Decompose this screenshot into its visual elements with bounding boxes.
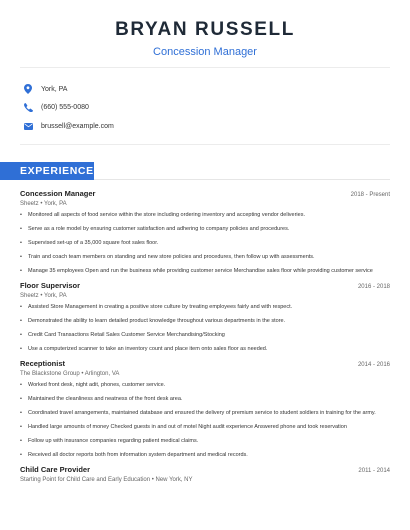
job-bullet-text: Monitored all aspects of food service within the store including ordering inventory and accepting vendor deliveries.: [28, 212, 305, 218]
job-bullet-text: Handled large amounts of money Checked guests in and out of motel Night audit experience Answered phone and took reservation: [28, 424, 347, 430]
job-dates: 2014 - 2016: [357, 362, 390, 368]
bullet-dot-icon: •: [20, 240, 22, 246]
bullet-dot-icon: •: [20, 332, 22, 338]
job-bullet: [20, 253, 390, 261]
job-bullet-text: Coordinated travel arrangements, maintained database and ensured the delivery of premium service to student soldiers in training for the army.: [28, 410, 376, 416]
contact-divider: [20, 144, 390, 145]
job-bullet-text: Maintained the cleanliness and neatness of the front desk area.: [28, 396, 183, 402]
job-bullet-text: Train and coach team members on standing and new store policies and procedures, then follow up with assessments.: [28, 254, 315, 260]
resume-header: [0, 0, 410, 59]
job-bullet-text: Received all doctor reports both from information system department and medical records.: [28, 452, 248, 458]
contact-phone: [20, 99, 114, 117]
job-dates: 2016 - 2018: [357, 284, 390, 290]
contact-email: [20, 117, 114, 135]
job-title: Receptionist: [20, 359, 66, 368]
bullet-dot-icon: •: [20, 268, 22, 274]
job-bullet: [20, 211, 390, 219]
job-bullet-text: Manage 35 employees Open and run the business while providing customer service Merchandise sales floor while providing customer service: [28, 268, 373, 274]
envelope-icon: [21, 119, 35, 133]
job-bullet-text: Follow up with insurance companies regarding patient medical claims.: [28, 438, 199, 444]
contact-list: [20, 80, 114, 136]
job-title: Floor Supervisor: [20, 281, 81, 290]
bullet-dot-icon: •: [20, 424, 22, 430]
job-company: Sheetz • York, PA: [20, 201, 67, 207]
job-bullet: [20, 423, 390, 431]
job-bullet: [20, 345, 390, 353]
location-pin-icon: [21, 82, 35, 96]
job-entry: [20, 281, 390, 353]
contact-location: [20, 80, 114, 98]
bullet-dot-icon: •: [20, 410, 22, 416]
job-company: Starting Point for Child Care and Early Education • New York, NY: [20, 477, 193, 483]
contact-phone-text: (660) 555-0080: [41, 104, 89, 111]
job-bullet: [20, 331, 390, 339]
job-bullet: [20, 381, 390, 389]
experience-heading-rule: [94, 179, 390, 180]
job-bullet-text: Assisted Store Management in creating a positive store culture by treating employees fairly and with respect.: [28, 304, 293, 310]
job-bullet-text: Serve as a role model by ensuring customer satisfaction and adhering to company policies and procedures.: [28, 226, 290, 232]
job-dates: 2018 - Present: [350, 192, 390, 198]
job-company: Sheetz • York, PA: [20, 293, 67, 299]
job-title: Child Care Provider: [20, 465, 91, 474]
candidate-name: BRYAN RUSSELL: [115, 19, 295, 40]
header-divider: [20, 67, 390, 68]
job-bullet: [20, 451, 390, 459]
job-bullet-text: Credit Card Transactions Retail Sales Customer Service Merchandising/Stocking: [28, 332, 225, 338]
bullet-dot-icon: •: [20, 438, 22, 444]
bullet-dot-icon: •: [20, 254, 22, 260]
job-header-row: [20, 359, 390, 370]
job-bullet: [20, 437, 390, 445]
bullet-dot-icon: •: [20, 346, 22, 352]
job-bullet: [20, 317, 390, 325]
job-bullet-text: Worked front desk, night adit, phones, customer service.: [28, 382, 166, 388]
bullet-dot-icon: •: [20, 304, 22, 310]
job-bullet: [20, 267, 390, 275]
job-bullet: [20, 225, 390, 233]
bullet-dot-icon: •: [20, 212, 22, 218]
job-header-row: [20, 281, 390, 292]
contact-location-text: York, PA: [41, 85, 68, 93]
job-bullet: [20, 239, 390, 247]
job-bullet-text: Supervised set-up of a 35,000 square foot sales floor.: [28, 240, 159, 246]
bullet-dot-icon: •: [20, 396, 22, 402]
job-entry: [20, 359, 390, 459]
phone-icon: [21, 101, 35, 115]
job-bullet-text: Use a computerized scanner to take an inventory count and place item onto sales floor as needed.: [28, 346, 268, 352]
job-bullet-text: Demonstrated the ability to learn detailed product knowledge throughout various departments in the store.: [28, 318, 286, 324]
job-header-row: [20, 189, 390, 200]
job-company: The Blackstone Group • Arlington, VA: [20, 371, 120, 377]
job-entry: [20, 189, 390, 275]
bullet-dot-icon: •: [20, 452, 22, 458]
job-bullet: [20, 409, 390, 417]
bullet-dot-icon: •: [20, 318, 22, 324]
job-bullet: [20, 303, 390, 311]
job-title: Concession Manager: [20, 189, 96, 198]
job-entry: [20, 465, 390, 485]
candidate-title: Concession Manager: [153, 46, 257, 58]
bullet-dot-icon: •: [20, 226, 22, 232]
job-bullet: [20, 395, 390, 403]
contact-email-text: brussell@example.com: [41, 122, 114, 130]
bullet-dot-icon: •: [20, 382, 22, 388]
job-header-row: [20, 465, 390, 476]
job-dates: 2011 - 2014: [358, 468, 390, 474]
experience-heading: EXPERIENCE: [0, 162, 94, 180]
experience-list: [20, 189, 390, 490]
